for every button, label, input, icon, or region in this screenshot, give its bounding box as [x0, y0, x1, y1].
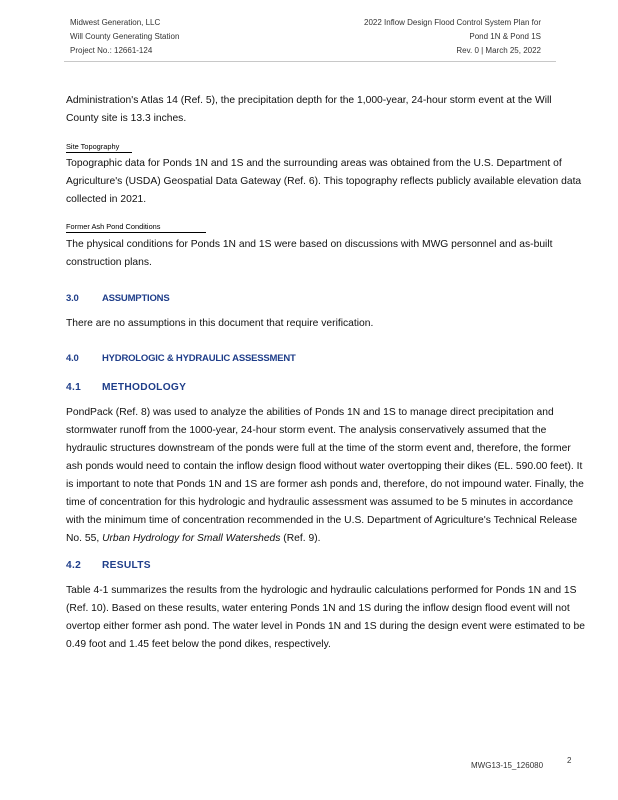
- section-number: 3.0: [66, 293, 79, 304]
- paragraph-former-ash-pond: The physical conditions for Ponds 1N and 1S were based on discussions with MWG personnel and as-built construction plans.: [66, 239, 553, 268]
- header-left: [70, 16, 179, 58]
- subheading-site-topography: Site Topography: [66, 142, 132, 153]
- footer-document-code: MWG13-15_126080: [471, 761, 544, 770]
- header-divider: [64, 61, 556, 62]
- header-revision: Rev. 0 | March 25, 2022: [456, 46, 541, 55]
- paragraph-site-topography: Topographic data for Ponds 1N and 1S and the surrounding areas was obtained from the U.S. Department of Agriculture's (USDA) Geospatial Data Gateway (Ref. 6). This topography reflects publicly available elevation data collected in 2021.: [66, 158, 582, 205]
- section-heading-assumptions: [66, 293, 169, 304]
- section-title: METHODOLOGY: [102, 382, 187, 393]
- subheading-former-ash-pond: Former Ash Pond Conditions: [66, 222, 206, 233]
- header-station: Will County Generating Station: [70, 32, 180, 41]
- header-ponds: Pond 1N & Pond 1S: [469, 32, 541, 41]
- methodology-tail: (Ref. 9).: [280, 533, 321, 544]
- paragraph-results: Table 4-1 summarizes the results from the hydrologic and hydraulic calculations performed for Ponds 1N and 1S (Ref. 10). Based on these results, water entering Ponds 1N and 1S during the inflow design flood event will not overtop either former ash pond. The water level in Ponds 1N and 1S during the design event were estimated to be 0.49 foot and 1.45 feet below the pond dikes, respectively.: [66, 585, 585, 650]
- paragraph-methodology: [66, 404, 586, 548]
- section-title: RESULTS: [102, 560, 151, 571]
- section-heading-methodology: [66, 382, 186, 393]
- paragraph-precipitation: Administration's Atlas 14 (Ref. 5), the precipitation depth for the 1,000-year, 24-hour storm event at the Will County site is 13.3 inches.: [66, 95, 552, 124]
- header-doc-title: 2022 Inflow Design Flood Control System Plan for: [364, 18, 541, 27]
- page-number: 2: [567, 756, 572, 765]
- section-number: 4.2: [66, 560, 82, 571]
- section-heading-hh-assessment: [66, 353, 296, 364]
- section-title: ASSUMPTIONS: [102, 293, 170, 304]
- header-project: Project No.: 12661-124: [70, 46, 153, 55]
- header-company: Midwest Generation, LLC: [70, 18, 161, 27]
- methodology-text: PondPack (Ref. 8) was used to analyze the abilities of Ponds 1N and 1S to manage direct precipitation and stormwater runoff from the 1000-year, 24-hour storm event. The analysis conservatively assumed that the hydraulic structures downstream of the ponds were full at the time of the storm event and, therefore, the former ash ponds would need to contain the inflow design flood without water overtopping their dikes (EL. 590.00 feet). It is important to note that Ponds 1N and 1S are former ash ponds and, therefore, do not impound water. Finally, the time of concentration for this hydrologic and hydraulic assessment was assumed to be 5 minutes in accordance with the minimum time of concentration recommended in the U.S. Department of Agriculture's Technical Release No. 55,: [66, 407, 584, 544]
- tr55-title: Urban Hydrology for Small Watersheds: [102, 533, 281, 544]
- section-number: 4.1: [66, 382, 82, 393]
- section-title: HYDROLOGIC & HYDRAULIC ASSESSMENT: [102, 353, 296, 364]
- section-number: 4.0: [66, 353, 79, 364]
- section-heading-results: [66, 560, 151, 571]
- header-right: [364, 16, 541, 58]
- paragraph-assumptions: There are no assumptions in this document that require verification.: [66, 318, 374, 329]
